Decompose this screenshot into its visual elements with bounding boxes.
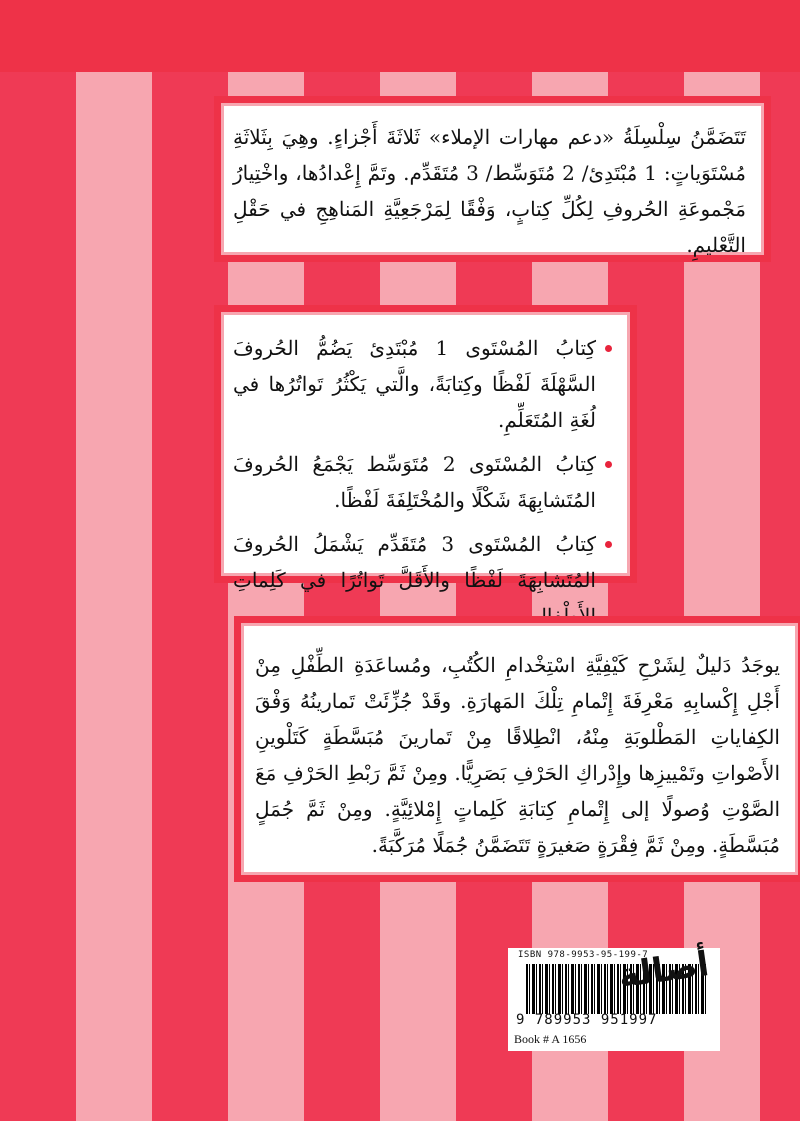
level-item <box>233 446 612 518</box>
series-intro-panel <box>214 96 771 262</box>
bullet-icon <box>605 541 612 548</box>
series-intro-text: تَتَضَمَّنُ سِلْسِلَةُ «دعم مهارات الإملاء» ثَلاثَةَ أَجْزاءٍ. وهِيَ بِثَلاثَةِ مُسْتَوَياتٍ: 1 مُبْتَدِئ/ 2 مُتَوَسِّط/ 3 مُتَقَدِّم. وتَمَّ إِعْدادُها، واخْتِيارُ مَجْموعَةِ الحُروفِ لِكُلِّ كِتابٍ، وَفْقًا لِمَرْجَعِيَّةِ المَناهِجِ في حَقْلِ التَّعْليمِ. <box>233 125 747 257</box>
barcode-number: 9 789953 951997 <box>516 1012 658 1028</box>
guide-panel <box>234 616 800 882</box>
book-number: Book # A 1656 <box>514 1032 587 1046</box>
guide-text: يوجَدُ دَليلٌ لِشَرْحِ كَيْفِيَّةِ اسْتِخْدامِ الكُتُبِ، ومُساعَدَةِ الطِّفْلِ مِنْ أَجْلِ إِكْسابِهِ مَعْرِفَةَ إِتْمامِ تِلْكَ المَهارَةِ. وقَدْ جُزِّئَتْ تَمارينُهُ وَفْقَ الكِفاياتِ المَطْلوبَةِ مِنْهُ، انْطِلاقًا مِنْ تَمارينَ مُبَسَّطَةٍ كَتَلْوينِ الأَصْواتِ وتَمْييزِها وإِدْراكِ الحَرْفِ بَصَرِيًّا. ومِنْ ثَمَّ رَبْطِ الحَرْفِ مَعَ الصَّوْتِ وُصولًا إلى إِتْمامِ كِتابَةِ كَلِماتٍ إِمْلائِيَّةٍ. ومِنْ ثَمَّ جُمَلٍ مُبَسَّطَةٍ. ومِنْ ثَمَّ فِقْرَةٍ صَغيرَةٍ تَتَضَمَّنُ جُمَلًا مُرَكَّبَةً. <box>255 653 780 857</box>
bullet-icon <box>605 461 612 468</box>
top-band <box>0 0 800 72</box>
level-item <box>233 330 612 438</box>
level-item-text: كِتابُ المُسْتَوى 2 مُتَوَسِّط يَجْمَعُ الحُروفَ المُتَشابِهَةَ شَكْلًا والمُخْتَلِفَةَ لَفْظًا. <box>233 452 596 512</box>
level-item-text: كِتابُ المُسْتَوى 3 مُتَقَدِّم يَشْمَلُ الحُروفَ المُتَشابِهَةَ لَفْظًا والأَقَلَّ تَواتُرًا في كَلِماتِ <box>233 532 596 592</box>
bullet-icon <box>605 345 612 352</box>
publisher-logo: أصالة <box>616 944 712 997</box>
levels-panel <box>214 305 637 592</box>
isbn-text: ISBN 978-9953-95-199-7 <box>518 950 649 960</box>
level-item-text: كِتابُ المُسْتَوى 1 مُبْتَدِئ يَضُمُّ الحُروفَ السَّهْلَةَ لَفْظًا وكِتابَةً، والَّتي يَكْثُرُ تَواتُرُها في لُغَةِ المُتَعَلِّمِ. <box>233 336 596 432</box>
